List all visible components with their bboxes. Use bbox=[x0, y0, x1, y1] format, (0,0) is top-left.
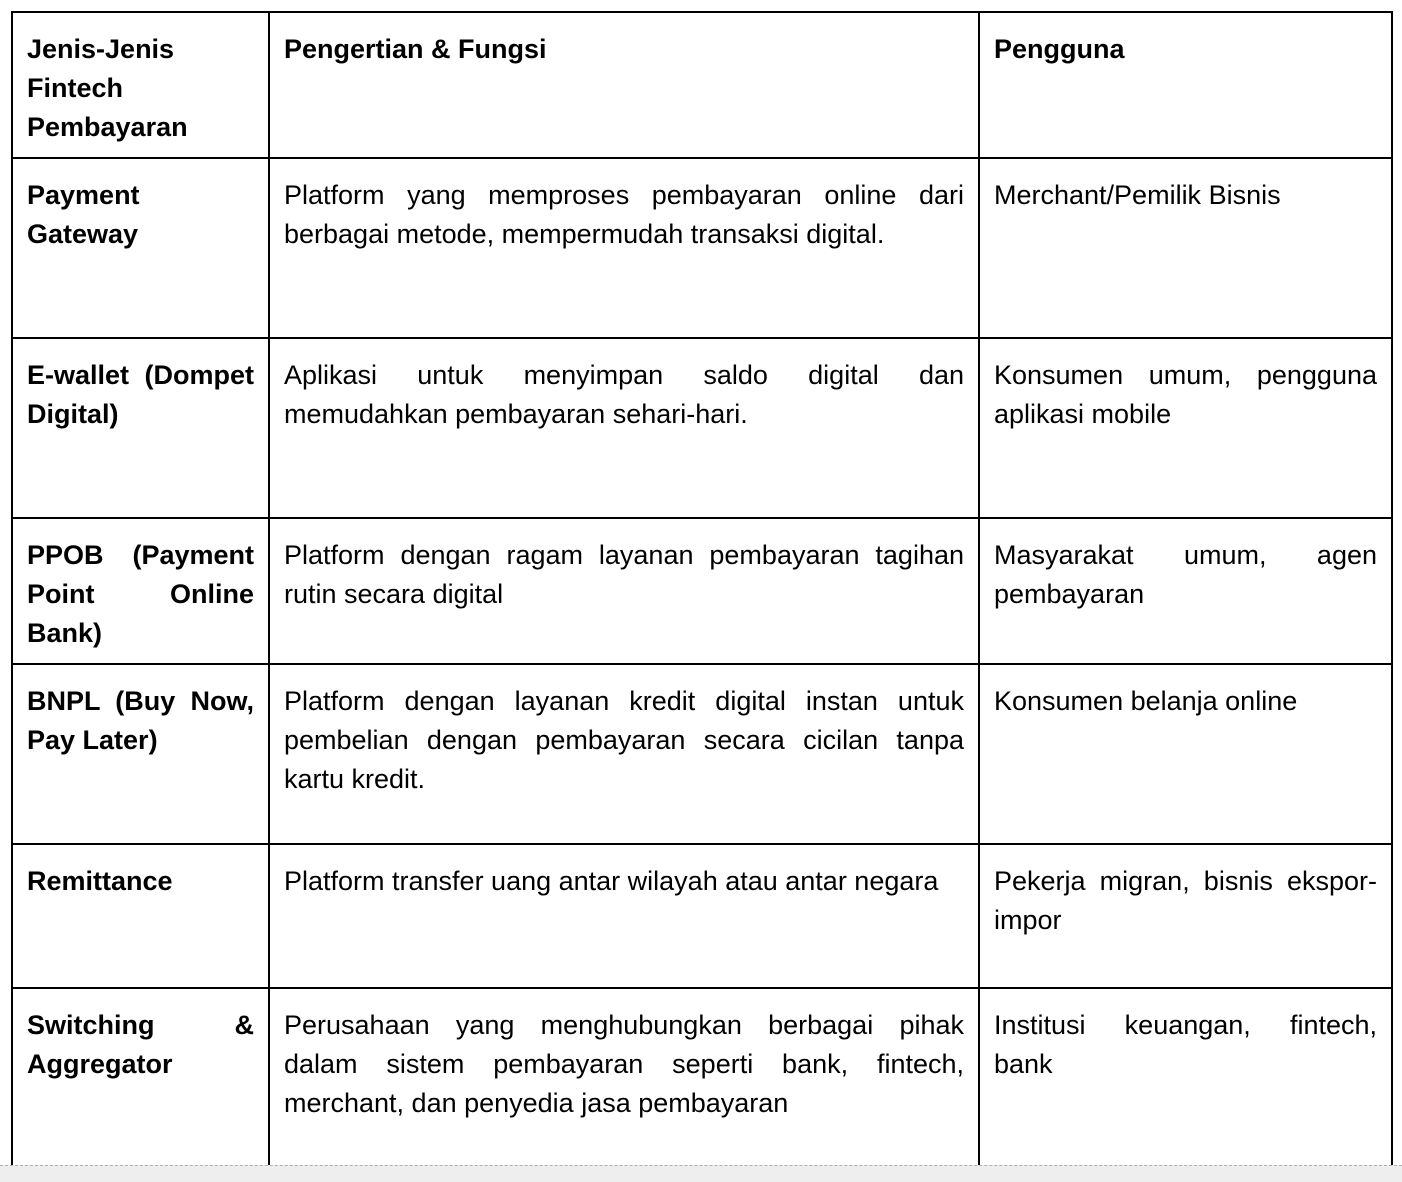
cell-definition: Platform transfer uang antar wilayah atau antar negara bbox=[269, 844, 979, 988]
cell-type: Payment Gateway bbox=[12, 158, 269, 338]
table-row bbox=[12, 518, 1392, 664]
table-row bbox=[12, 664, 1392, 844]
cell-type: Remittance bbox=[12, 844, 269, 988]
cell-type: PPOB (Payment Point Online Bank) bbox=[12, 518, 269, 664]
cell-users: Merchant/Pemilik Bisnis bbox=[979, 158, 1392, 338]
cell-users: Pekerja migran, bisnis ekspor-impor bbox=[979, 844, 1392, 988]
cell-definition: Platform yang memproses pembayaran online dari berbagai metode, mempermudah transaksi digital. bbox=[269, 158, 979, 338]
table-row bbox=[12, 338, 1392, 518]
cell-users: Konsumen umum, pengguna aplikasi mobile bbox=[979, 338, 1392, 518]
page-bottom-edge bbox=[0, 1165, 1402, 1182]
table-row bbox=[12, 844, 1392, 988]
header-jenis: Jenis-Jenis Fintech Pembayaran bbox=[12, 12, 269, 158]
cell-type: Switching & Aggregator bbox=[12, 988, 269, 1165]
header-pengguna: Pengguna bbox=[979, 12, 1392, 158]
cell-definition: Perusahaan yang menghubungkan berbagai pihak dalam sistem pembayaran seperti bank, fintech, merchant, dan penyedia jasa pembayaran bbox=[269, 988, 979, 1165]
cell-definition: Platform dengan ragam layanan pembayaran tagihan rutin secara digital bbox=[269, 518, 979, 664]
fintech-payment-table bbox=[11, 11, 1393, 1165]
cell-type: BNPL (Buy Now, Pay Later) bbox=[12, 664, 269, 844]
cell-definition: Platform dengan layanan kredit digital instan untuk pembelian dengan pembayaran secara cicilan tanpa kartu kredit. bbox=[269, 664, 979, 844]
header-pengertian: Pengertian & Fungsi bbox=[269, 12, 979, 158]
cell-users: Institusi keuangan, fintech, bank bbox=[979, 988, 1392, 1165]
cell-users: Konsumen belanja online bbox=[979, 664, 1392, 844]
table-row bbox=[12, 158, 1392, 338]
cell-definition: Aplikasi untuk menyimpan saldo digital dan memudahkan pembayaran sehari-hari. bbox=[269, 338, 979, 518]
cell-type: E-wallet (Dompet Digital) bbox=[12, 338, 269, 518]
table-header-row bbox=[12, 12, 1392, 158]
table-row bbox=[12, 988, 1392, 1165]
cell-users: Masyarakat umum, agen pembayaran bbox=[979, 518, 1392, 664]
